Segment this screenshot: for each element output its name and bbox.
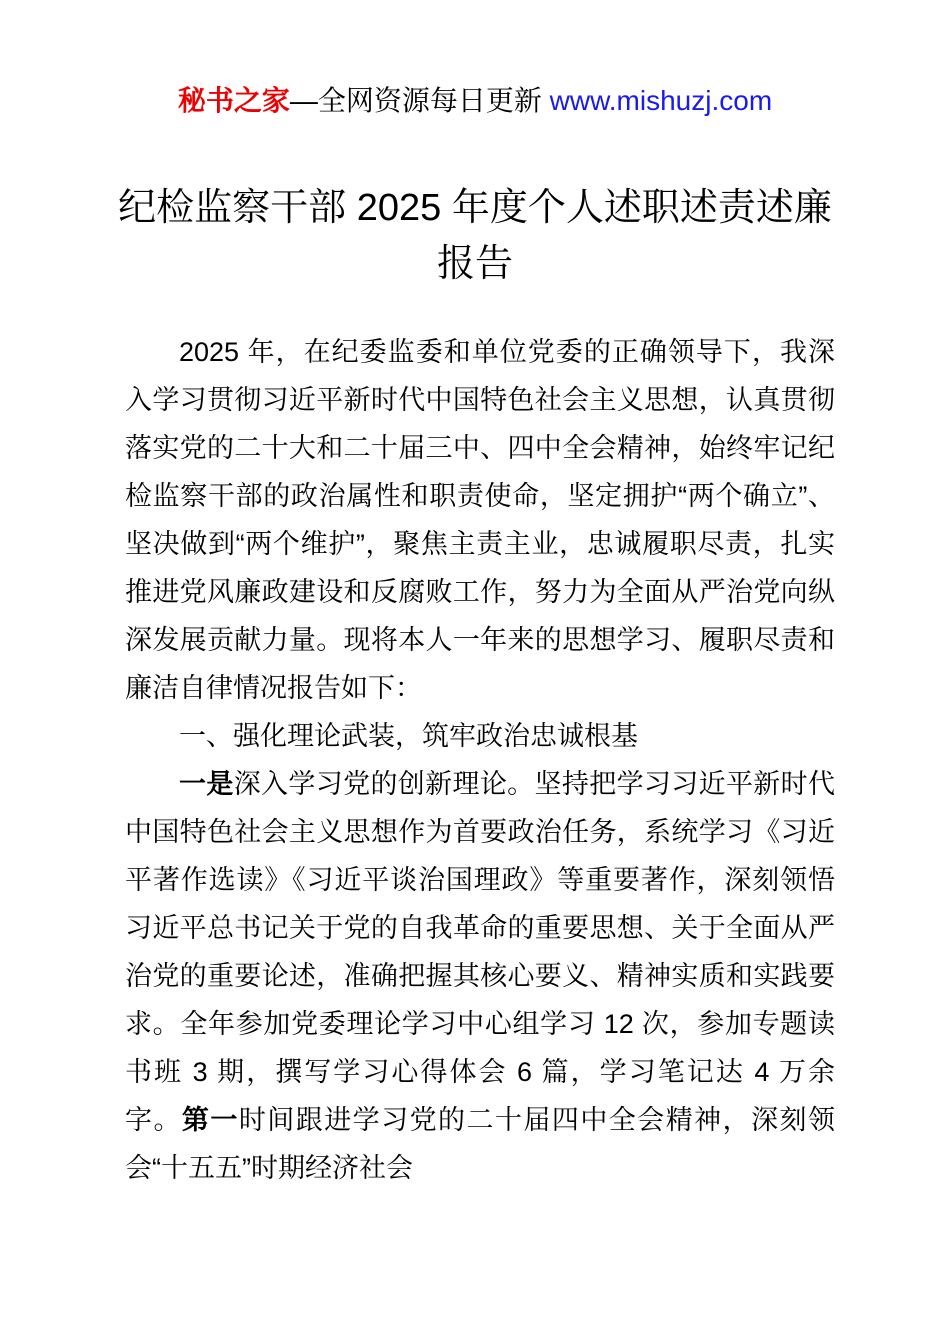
- site-brand: 秘书之家: [177, 85, 290, 116]
- document-title: 纪检监察干部 2025 年度个人述职述责述廉报告: [118, 187, 832, 285]
- text-run: 深入学习党的创新理论。坚持把学习习近平新时代中国特色社会主义思想作为首要政治任务，系统学习《习近平著作选读》《习近平谈治国理政》等重要著作，深刻领悟习近平总书记关于党的自我革命的重要思想、关于全面从严治党的重要论述，准确把握其核心要义、精神实质和实践要求。全年参加党委理论学习中心组学习 12 次，参加专题读书班 3 期，撰写学习心得体会 6 篇，学习笔记达 4 万余字。: [125, 769, 836, 1135]
- section-heading: [125, 712, 835, 760]
- body-paragraph: [125, 760, 835, 1192]
- site-url-link[interactable]: www.mishuzj.com: [549, 85, 773, 116]
- document-body: [0, 328, 950, 1192]
- body-paragraph: [125, 328, 835, 712]
- site-tagline: —全网资源每日更新: [289, 85, 550, 116]
- promo-header: [0, 0, 950, 118]
- bold-text-run: 第一: [181, 1105, 239, 1135]
- text-run: 2025 年，在纪委监委和单位党委的正确领导下，我深入学习贯彻习近平新时代中国特色社会主义思想，认真贯彻落实党的二十大和二十届三中、四中全会精神，始终牢记纪检监察干部的政治属性和职责使命，坚定拥护“两个确立”、坚决做到“两个维护”，聚焦主责主业，忠诚履职尽责，扎实推进党风廉政建设和反腐败工作，努力为全面从严治党向纵深发展贡献力量。现将本人一年来的思想学习、履职尽责和廉洁自律情况报告如下：: [125, 337, 835, 703]
- bold-text-run: 一是: [179, 769, 234, 799]
- text-run: 时间跟进学习党的二十届四中全会精神，深刻领会“十五五”时期经济社会: [125, 1105, 836, 1183]
- text-run: 一、强化理论武装，筑牢政治忠诚根基: [179, 721, 638, 751]
